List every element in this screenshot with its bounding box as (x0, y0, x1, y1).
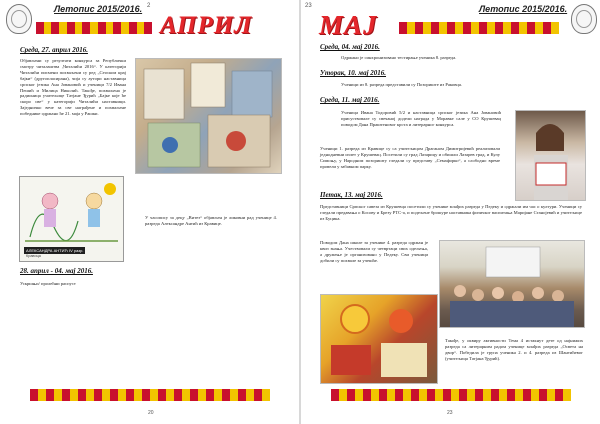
student-award-photo (515, 110, 586, 201)
student-drawing (19, 176, 124, 262)
page-number: 23 (305, 3, 312, 9)
section-heading: 28. април - 04. мај 2016. (20, 267, 93, 275)
classroom-photo-image (440, 241, 584, 327)
school-emblem-icon (6, 4, 32, 34)
section-text: Поводом Дана школе за ученике 4. разреда одржан је квиз знања. Учествовали су четвртаци свих одељења, а дружење је организовано у Педеку. Сви ученици добили су похвале за учешће. (320, 240, 428, 263)
section-text: Такође, у оквиру активности Тема 4 истакнут дете од најнижих разреда са литерарним радом ученице млађих разреда „Освета на двор“. Победила је група ученика 2. и 4. разреда из Шантићевог (учитељица Татјана Ђурић). (445, 338, 583, 361)
bottom-decoration (301, 385, 600, 405)
classroom-photo (439, 240, 585, 328)
drawing-image (20, 177, 123, 247)
section-text: Ученици 1. разреда из Кравице су са учитељицом Драганом Димитријевић реализовали једнодневни излет у Крушевац. Посетили су град Лазарицу и обишли Лазарев град, и Кулу Симоњу, у Народном позоришту гледали су представу „Семафорко“, а слободно време провели у забавном парку. (320, 146, 500, 169)
drawing-subcaption: Кравица (26, 254, 41, 258)
section-text: Ученици из 8. разреда представили су Позориште из Раковца. (341, 82, 463, 87)
section-text: У часопису за децу „Витез“ објављен је ликовни рад ученице 4. разреда Александре Антић из Кравице. (145, 215, 277, 226)
page-number: 2 (147, 3, 151, 9)
section-text: Одржано је синхронизовано тестирање ученика 8. разреда. (341, 55, 457, 60)
school-crafts-photo (320, 294, 438, 384)
right-page (301, 0, 600, 424)
issue-label: Летопис 2015/2016. (479, 4, 568, 14)
school-emblem-icon (571, 4, 597, 34)
bottom-decoration (0, 385, 299, 405)
issue-label: Летопис 2015/2016. (54, 4, 143, 14)
section-text: Ускршњи/ пролећни распуст (20, 281, 76, 286)
section-text: Ученица Ивана Тодоровић 5/2 и наставница српског језика Ана Јовановић присуствовале су свечаној додели награда у Моравке сале у СО Крушевац поводом Дана Праштеновог крста и литерарног конкурса. (341, 110, 501, 127)
crafts-photo-image (321, 295, 437, 383)
month-title: АПРИЛ (160, 12, 253, 39)
page-footer-number: 23 (447, 410, 453, 416)
month-title: МАЈ (319, 10, 378, 40)
checker-band (36, 22, 152, 34)
drawing-caption: АЛЕКСАНДРА АНТИЋ IV разр. (26, 248, 84, 253)
section-heading: Уторак, 10. мај 2016. (320, 69, 387, 77)
artwork-photo-image (136, 59, 281, 173)
left-page (0, 0, 299, 424)
section-heading: Петак, 13. мај 2016. (320, 191, 383, 199)
page-footer-number: 20 (148, 410, 154, 416)
award-photo-image (516, 111, 585, 200)
checker-band (399, 22, 559, 34)
section-text: Објављени су резултати конкурса за Републички смотру читалаштва „Читалићи 2016“. У категорији Читалићи писмени похваљени су ред „Сеоском крај бајки“ (другопласирана), чија су аутори наставница српског језика Ана Јовановић и ученици 7/2 Ивана Пешић и Милица Николић. Такође, похваљена је радионица учитељице Татјане Ђурић „Бајке које ће скоро све“ у категорији Читалићи наставници. Заједничко вече за све награђене и похваљене победнике одржано ће 21. маја у Рашки. (20, 58, 126, 117)
children-artwork-photo (135, 58, 282, 174)
section-text: Представници Српског савеза из Крушевца посетили су ученике млађих разреда у Педеку и одржали им час о култури. Ученици су гледали предавања о Косову и Брезу РТС-а, и подељене брошуре наставника физичког васпитања Маријане Станојевић и учитељице из Буцика. (320, 204, 582, 221)
section-heading: Среда, 11. мај 2016. (320, 96, 380, 104)
section-heading: Среда, 27. април 2016. (20, 46, 88, 54)
section-heading: Среда, 04. мај 2016. (320, 43, 380, 51)
